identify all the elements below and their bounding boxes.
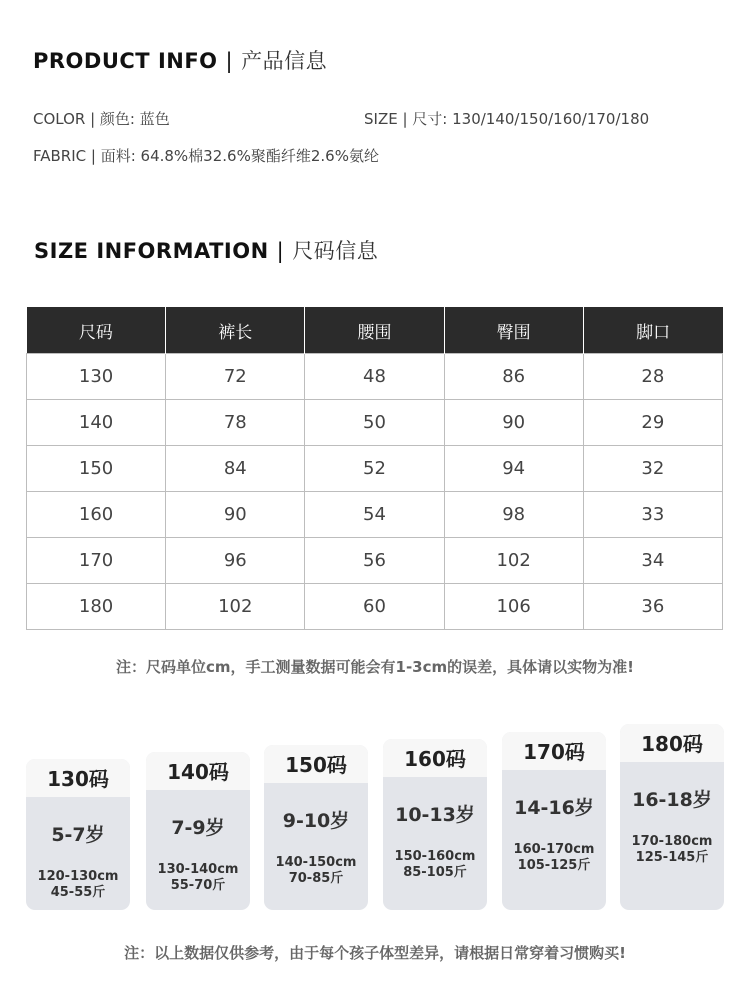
size-information-title-en: SIZE INFORMATION <box>34 239 269 263</box>
size-card-weight: 125-145斤 <box>635 850 709 865</box>
size-card-150 <box>264 745 368 910</box>
size-line: SIZE | 尺寸: 130/140/150/160/170/180 <box>364 110 650 128</box>
size-card-label: 160码 <box>383 739 487 777</box>
table-cell: 48 <box>305 354 444 400</box>
size-card-weight: 70-85斤 <box>288 871 344 886</box>
size-table <box>26 307 723 630</box>
table-cell: 54 <box>305 492 444 538</box>
size-card-height: 170-180cm <box>631 834 713 849</box>
table-cell: 94 <box>444 446 583 492</box>
size-card-weight: 85-105斤 <box>403 865 467 880</box>
table-cell: 29 <box>583 400 722 446</box>
table-row <box>27 492 723 538</box>
table-cell: 52 <box>305 446 444 492</box>
table-cell: 78 <box>166 400 305 446</box>
table-cell: 102 <box>444 538 583 584</box>
table-cell: 60 <box>305 584 444 630</box>
table-cell: 90 <box>444 400 583 446</box>
table-header-row <box>27 307 723 354</box>
table-cell: 33 <box>583 492 722 538</box>
measurement-note: 注：尺码单位cm，手工测量数据可能会有1-3cm的误差，具体请以实物为准! <box>116 658 634 676</box>
table-header-cell: 腰围 <box>305 307 444 354</box>
table-cell: 180 <box>27 584 166 630</box>
table-row <box>27 400 723 446</box>
size-card-label: 150码 <box>264 745 368 783</box>
size-card-140 <box>146 752 250 910</box>
fabric-line: FABRIC | 面料: 64.8%棉32.6%聚酯纤维2.6%氨纶 <box>33 147 379 165</box>
table-cell: 170 <box>27 538 166 584</box>
table-header-cell: 裤长 <box>166 307 305 354</box>
size-card-age: 10-13岁 <box>395 804 475 826</box>
table-cell: 50 <box>305 400 444 446</box>
table-header-cell: 臀围 <box>444 307 583 354</box>
table-row <box>27 446 723 492</box>
table-cell: 56 <box>305 538 444 584</box>
table-cell: 84 <box>166 446 305 492</box>
size-card-age: 9-10岁 <box>282 810 350 832</box>
size-information-title-cn: 尺码信息 <box>292 239 379 263</box>
table-cell: 36 <box>583 584 722 630</box>
size-card-label: 140码 <box>146 752 250 790</box>
table-cell: 34 <box>583 538 722 584</box>
table-row <box>27 538 723 584</box>
table-cell: 98 <box>444 492 583 538</box>
size-card-130 <box>26 759 130 910</box>
table-cell: 90 <box>166 492 305 538</box>
size-card-160 <box>383 739 487 910</box>
product-info-title-en: PRODUCT INFO <box>33 49 218 73</box>
table-cell: 130 <box>27 354 166 400</box>
table-cell: 160 <box>27 492 166 538</box>
size-card-height: 140-150cm <box>275 855 357 870</box>
product-info-title-cn: 产品信息 <box>241 49 328 73</box>
table-cell: 140 <box>27 400 166 446</box>
size-card-label: 170码 <box>502 732 606 770</box>
color-line: COLOR | 颜色: 蓝色 <box>33 110 170 128</box>
table-header-cell: 脚口 <box>583 307 722 354</box>
table-cell: 150 <box>27 446 166 492</box>
table-row <box>27 584 723 630</box>
size-card-label: 130码 <box>26 759 130 797</box>
size-card-age: 7-9岁 <box>171 817 225 839</box>
table-cell: 86 <box>444 354 583 400</box>
size-card-age: 14-16岁 <box>514 797 594 819</box>
size-card-weight: 105-125斤 <box>517 858 591 873</box>
size-card-height: 120-130cm <box>37 869 119 884</box>
size-card-label: 180码 <box>620 724 724 762</box>
reference-note: 注：以上数据仅供参考，由于每个孩子体型差异，请根据日常穿着习惯购买! <box>124 944 626 962</box>
size-card-weight: 55-70斤 <box>170 878 226 893</box>
size-card-age: 16-18岁 <box>632 789 712 811</box>
size-card-age: 5-7岁 <box>51 824 105 846</box>
table-cell: 106 <box>444 584 583 630</box>
table-cell: 28 <box>583 354 722 400</box>
size-card-180 <box>620 724 724 910</box>
title-separator: | <box>225 49 234 73</box>
table-row <box>27 354 723 400</box>
table-cell: 96 <box>166 538 305 584</box>
table-cell: 32 <box>583 446 722 492</box>
table-header-cell: 尺码 <box>27 307 166 354</box>
size-card-height: 160-170cm <box>513 842 595 857</box>
size-card-170 <box>502 732 606 910</box>
size-card-height: 130-140cm <box>157 862 239 877</box>
table-cell: 72 <box>166 354 305 400</box>
title-separator: | <box>276 239 285 263</box>
size-information-title <box>34 235 378 265</box>
product-info-title <box>33 45 327 75</box>
size-card-height: 150-160cm <box>394 849 476 864</box>
size-card-weight: 45-55斤 <box>50 885 106 900</box>
table-cell: 102 <box>166 584 305 630</box>
